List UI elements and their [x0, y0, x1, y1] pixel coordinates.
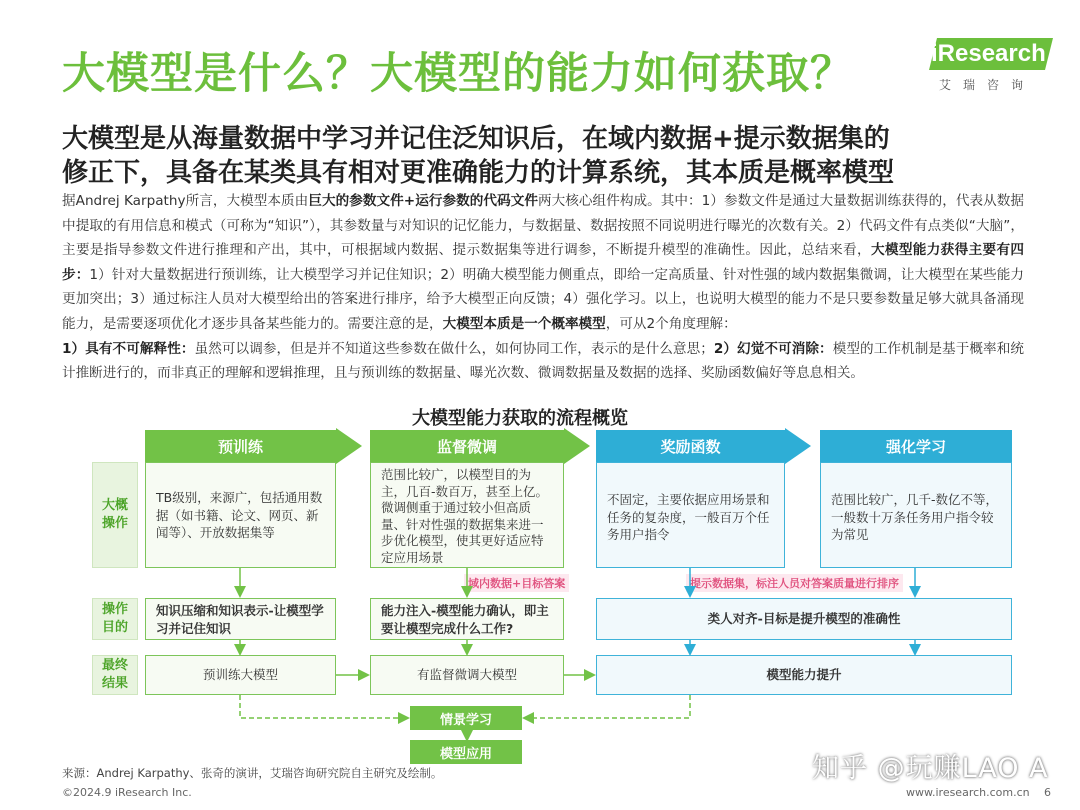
logo-subtext: 艾瑞咨询 — [939, 78, 1036, 92]
body-text: 模型的工作机制是基于概率和统计推断进行的，而非真正的理解和逻辑推理，且与预训练的数据量、曝光次数、微调数据量及数据的选择、奖励函数偏好等息息相关。 — [62, 340, 1024, 382]
model-application-box: 模型应用 — [410, 740, 522, 764]
body-text: 1）针对大量数据进行预训练，让大模型学习并记住知识；2）明确大模型能力侧重点，即给一定高质量、针对性强的域内数据集微调，让大模型在某些能力更加突出；3）通过标注人员对大模型给出的答案进行排序，给予大模型正向反馈；4）强化学习。以上，也说明大模型的能力不是只要参数量足够大就具备涌现能力，是需要逐项优化才逐步具备某些能力的。需要注意的是， — [62, 266, 1025, 332]
note-domain-data: 域内数据+目标答案 — [464, 574, 569, 592]
chevron-right-icon — [564, 428, 590, 464]
body-text: 虽然可以调参，但是并不知道这些参数在做什么，如何协同工作，表示的是什么意思； — [194, 340, 714, 357]
purpose-box-alignment: 类人对齐-目标是提升模型的准确性 — [596, 598, 1012, 640]
row-label-result — [92, 655, 138, 695]
page-title: 大模型是什么？大模型的能力如何获取？ — [62, 49, 854, 99]
iresearch-logo — [925, 38, 1055, 98]
operation-box-reward: 不固定，主要依据应用场景和任务的复杂度，一般百万个任务用户指令 — [596, 462, 785, 568]
page-number: 6 — [1044, 786, 1051, 799]
in-context-learning-box: 情景学习 — [410, 706, 522, 730]
website-link[interactable]: www.iresearch.com.cn — [906, 786, 1030, 799]
body-bold: 大模型能力获得主要有四步： — [62, 242, 1025, 283]
operation-box-pretrain: TB级别，来源广，包括通用数据（如书籍、论文、网页、新闻等）、开放数据集等 — [145, 462, 336, 568]
copyright: ©2024.9 iResearch Inc. — [62, 786, 192, 799]
body-bold: 2）幻觉不可消除： — [713, 340, 833, 357]
col-header-rl: 强化学习 — [820, 430, 1012, 462]
col-header-sft: 监督微调 — [370, 430, 564, 462]
subtitle-line-1: 大模型是从海量数据中学习并记住泛知识后，在域内数据+提示数据集的 — [62, 124, 890, 154]
result-box-capability: 模型能力提升 — [596, 655, 1012, 695]
purpose-box-pretrain: 知识压缩和知识表示-让模型学习并记住知识 — [145, 598, 336, 640]
row-label-purpose — [92, 598, 138, 640]
row-label-text: 操作目的 — [101, 602, 128, 635]
subtitle-line-2: 修正下，具备在某类具有相对更准确能力的计算系统，其本质是概率模型 — [62, 158, 895, 188]
chevron-right-icon — [336, 428, 362, 464]
body-text: ，可从2个角度理解： — [605, 315, 737, 332]
row-label-text: 最终结果 — [101, 658, 128, 691]
operation-box-sft: 范围比较广，以模型目的为主，几百-数百万，甚至上亿。微调侧重于通过较小但高质量、针对性强的数据集来进一步优化模型，使其更好适应特定应用场景 — [370, 462, 564, 568]
row-label-operation — [92, 462, 138, 568]
watermark: 知乎 @玩赚LAO A — [812, 753, 1049, 784]
logo-text: iResearch — [931, 40, 1046, 67]
note-prompt-dataset: 提示数据集，标注人员对答案质量进行排序 — [686, 574, 903, 592]
chevron-right-icon — [785, 428, 811, 464]
body-bold: 巨大的参数文件+运行参数的代码文件 — [308, 193, 538, 209]
body-text: 据Andrej Karpathy所言，大模型本质由 — [62, 193, 309, 209]
operation-box-rl: 范围比较广，几千-数亿不等，一般数十万条任务用户指令较为常见 — [820, 462, 1012, 568]
body-text: 两大核心组件构成。其中：1）参数文件是通过大量数据训练获得的，代表从数据中提取的有用信息和模式（可称为“知识”），其参数量与对知识的记忆能力，与数据量、数据按照不同说明进行曝光的次数有关。2）代码文件有点类似“大脑”，主要是指导参数文件进行推理和产出，其中，可根据域内数据、提示数据集等进行调参，不断提升模型的准确性。因此，总结来看， — [62, 193, 1025, 259]
flow-title: 大模型能力获取的流程概览 — [412, 408, 628, 429]
row-label-text: 大概操作 — [101, 498, 128, 531]
col-header-reward: 奖励函数 — [596, 430, 785, 462]
body-bold: 大模型本质是一个概率模型 — [442, 315, 606, 332]
source-note: 来源：Andrej Karpathy、张奇的演讲，艾瑞咨询研究院自主研究及绘制。 — [62, 766, 443, 780]
body-bold: 1）具有不可解释性： — [62, 340, 195, 357]
body-paragraph — [62, 189, 1024, 386]
purpose-box-sft: 能力注入-模型能力确认，即主要让模型完成什么工作? — [370, 598, 564, 640]
result-box-pretrain: 预训练大模型 — [145, 655, 336, 695]
col-header-pretrain: 预训练 — [145, 430, 336, 462]
result-box-sft: 有监督微调大模型 — [370, 655, 564, 695]
